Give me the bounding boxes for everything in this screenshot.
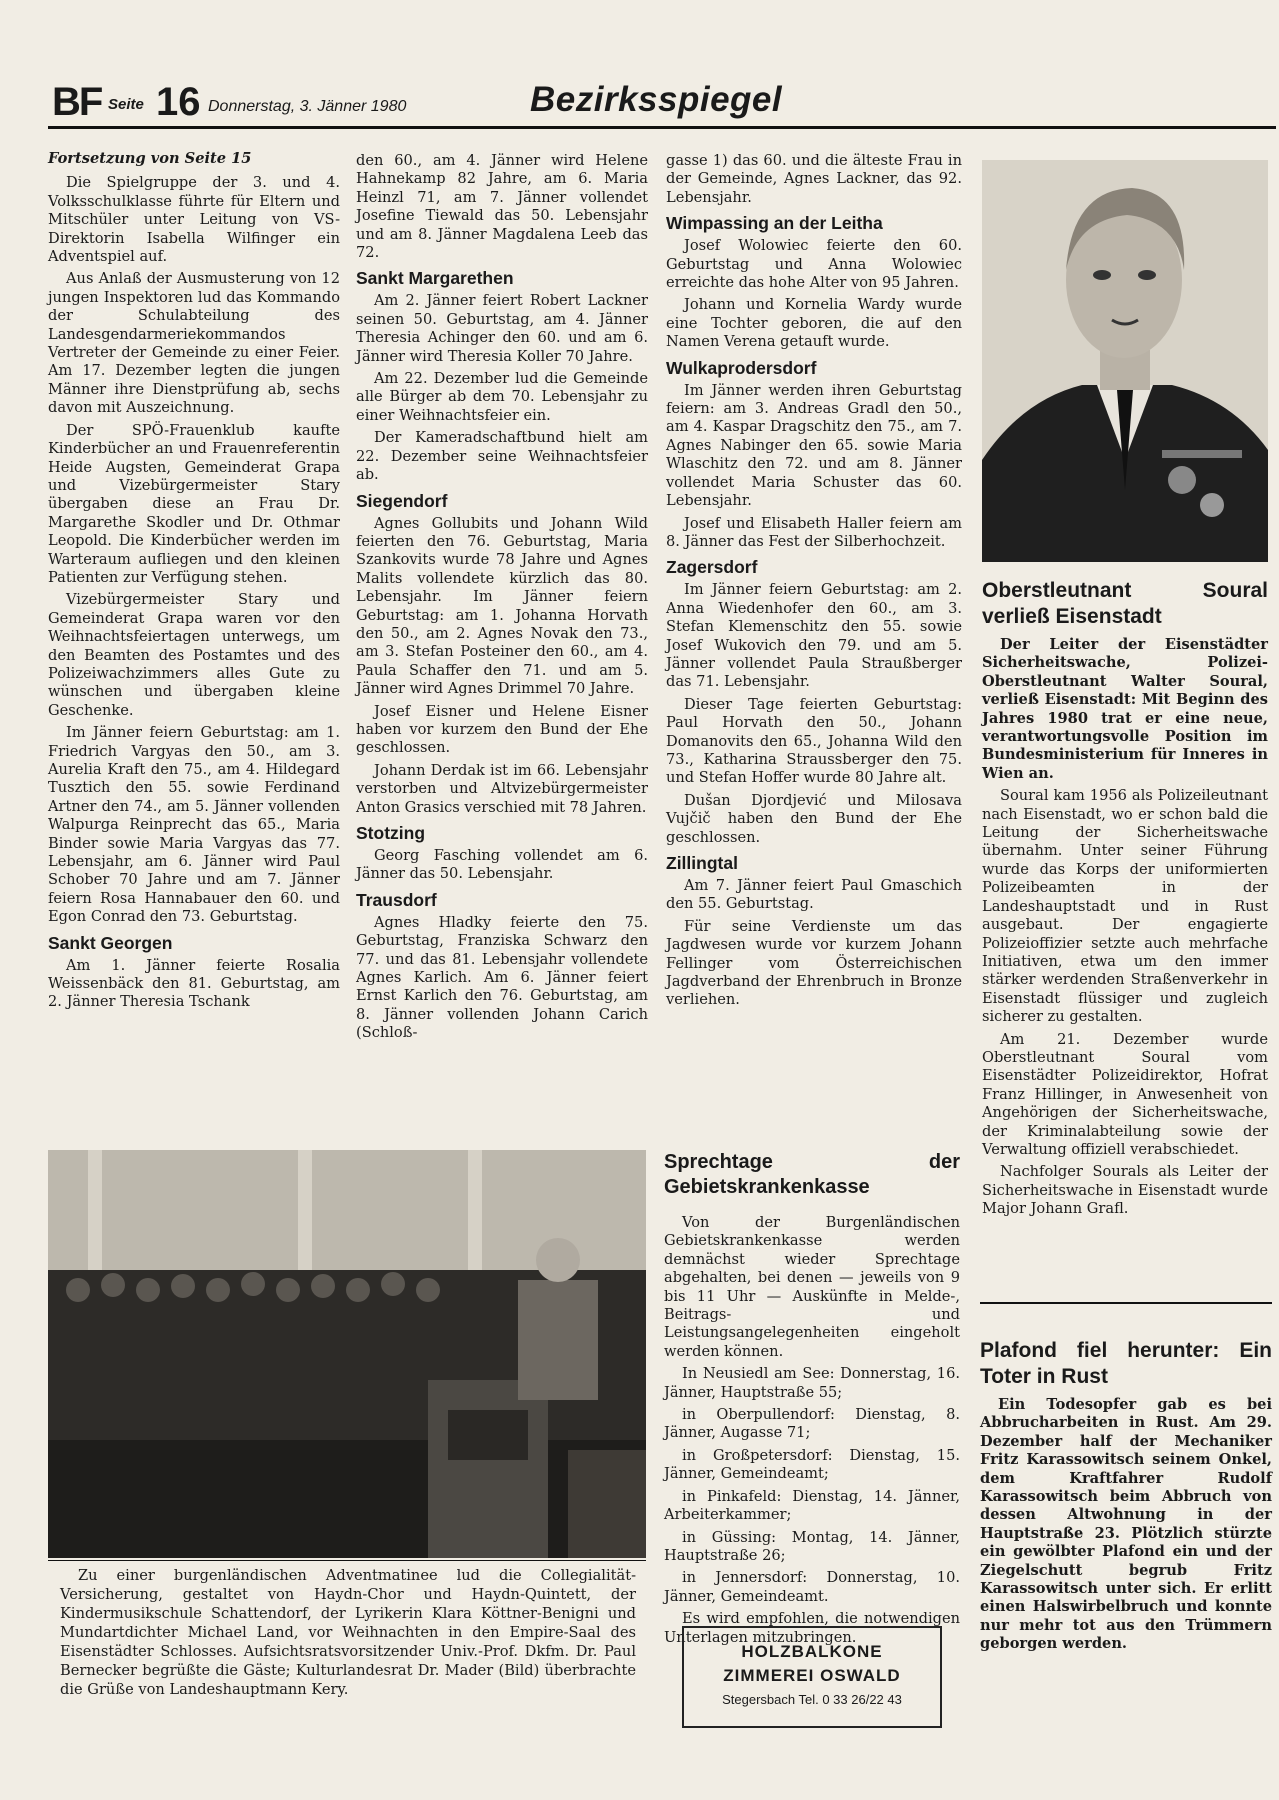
plafond-article: [980, 1338, 1272, 1658]
paragraph: Im Jänner werden ihren Geburtstag feiern: am 3. Andreas Gradl den 50., am 4. Kaspar Dragschitz den 75., am 7. Agnes Nabinger den 65. sowie Maria Wlaschitz den 72. und am 8. Jänner vollendet Maria Schuster das 60. Lebensjahr.: [666, 381, 962, 510]
column-1: [48, 150, 340, 1016]
article-headline: Oberstleutnant Soural verließ Eisenstadt: [982, 579, 1268, 628]
subheading: Wimpassing an der Leitha: [666, 213, 883, 234]
column-2: [356, 152, 648, 1047]
paragraph: Am 22. Dezember lud die Gemeinde alle Bürger ab dem 70. Lebensjahr zu einer Weihnachtsfeier ein.: [356, 370, 648, 424]
paragraph: Für seine Verdienste um das Jagdwesen wurde vor kurzem Johann Fellinger vom Österreichischen Jagdverband der Ehrenbruch in Bronze verliehen.: [666, 917, 962, 1009]
subheading: Zagersdorf: [666, 557, 758, 578]
ad-line-1: HOLZBALKONE: [741, 1642, 883, 1661]
paragraph: Josef und Elisabeth Haller feiern am 8. Jänner das Fest der Silberhochzeit.: [666, 514, 962, 550]
paragraph: Josef Eisner und Helene Eisner haben vor kurzem den Bund der Ehe geschlossen.: [356, 702, 648, 757]
subheading: Stotzing: [356, 823, 426, 843]
advertisement: [682, 1626, 942, 1728]
paragraph: Johann und Kornelia Wardy wurde eine Tochter geboren, die auf den Namen Verena getauft wurde.: [666, 296, 962, 351]
subheading: Wulkaprodersdorf: [666, 357, 817, 378]
paragraph: Im Jänner feiern Geburtstag: am 2. Anna Wiedenhofer den 60., am 3. Stefan Klemenschitz den 55. sowie Josef Wukovich den 79. und am 5. Jänner vollendet Paula Straußberger das 71. Lebensjahr.: [666, 581, 962, 691]
paragraph: in Jennersdorf: Donnerstag, 10. Jänner, Gemeindeamt.: [664, 1569, 960, 1605]
paragraph: Der Kameradschaftbund hielt am 22. Dezember seine Weihnachtsfeier ab.: [356, 429, 648, 484]
paragraph: Dušan Djordjević und Milosava Vujčič haben den Bund der Ehe geschlossen.: [666, 791, 962, 846]
paragraph: in Pinkafeld: Dienstag, 14. Jänner, Arbeiterkammer;: [664, 1487, 960, 1524]
caption-text: Zu einer burgenländischen Adventmatinee lud die Collegialität-Versicherung, gestaltet von Haydn-Chor und Haydn-Quintett, der Kindermusikschule Schattendorf, der Lyrikerin Klara Köttner-Benigni und Mundartdichter Michael Land, vor Weihnachten in den Empire-Saal des Eisenstädter Schlosses. Aufsichtsratsvorsitzender Univ.-Prof. Dkfm. Dr. Paul Bernecker begrüßte die Gäste; Kulturlandesrat Dr. Mader (Bild) überbrachte die Grüße von Landeshauptmann Kery.: [60, 1567, 636, 1698]
paragraph: Die Spielgruppe der 3. und 4. Volksschulklasse führte für Eltern und Mitschüler unter Leitung von VS-Direktorin Isabella Wilfinger ein Adventspiel auf.: [48, 174, 340, 266]
ad-line-3: Stegersbach Tel. 0 33 26/22 43: [722, 1692, 902, 1707]
paragraph: Am 21. Dezember wurde Oberstleutnant Soural vom Eisenstädter Polizeidirektor, Hofrat Franz Hillinger, in Anwesenheit von Angehörigen der Sicherheitswache, der Kriminalabteilung sowie der Verwaltung offiziell verabschiedet.: [982, 1030, 1268, 1158]
subheading: Siegendorf: [356, 490, 448, 511]
paragraph: den 60., am 4. Jänner wird Helene Hahnekamp 82 Jahre, am 6. Maria Heinzl 71, am 7. Jänner vollendet Josefine Tiewald das 50. Lebensjahr und am 8. Jänner Magdalena Leeb das 72.: [356, 152, 648, 262]
paragraph: Agnes Hladky feierte den 75. Geburtstag, Franziska Schwarz den 77. und das 81. Lebensjahr vollendete Agnes Karlich. Am 6. Jänner feiert Ernst Karlich den 76. Geburtstag, am 8. Jänner vollenden Johann Carich (Schloß-: [356, 913, 648, 1042]
subheading: Sankt Margarethen: [356, 268, 514, 289]
paragraph: in Güssing: Montag, 14. Jänner, Hauptstraße 26;: [664, 1528, 960, 1564]
masthead-logo: BF: [52, 80, 102, 124]
article-headline: Plafond fiel herunter: Ein Toter in Rust: [980, 1339, 1272, 1388]
paragraph: Im Jänner feiern Geburtstag: am 1. Friedrich Vargyas den 50., am 3. Aurelia Kraft den 75., am 4. Hildegard Tusztich den 55. sowie Ferdinand Artner den 74., am 5. Jänner vollenden Walpurga Reinprecht das 65., Maria Binder sowie Maria Vargyas das 77. Lebensjahr, am 6. Jänner wird Paul Schober 70 Jahre und am 7. Jänner feiern Rosa Hannabauer den 60. und Egon Conrad den 73. Geburtstag.: [48, 724, 340, 926]
portrait-illustration: [982, 160, 1268, 562]
subheading: Zillingtal: [666, 853, 738, 873]
page-label: Seite: [108, 96, 144, 113]
paragraph: Johann Derdak ist im 66. Lebensjahr verstorben und Altvizebürgermeister Anton Grasics verschied mit 78 Jahren.: [356, 761, 648, 816]
article-headline: Sprechtage der Gebietskrankenkasse: [664, 1151, 960, 1198]
paragraph: Am 2. Jänner feiert Robert Lackner seinen 50. Geburtstag, am 4. Jänner Theresia Achinger den 60. und am 6. Jänner wird Theresia Koller 70 Jahre.: [356, 292, 648, 365]
paragraph: Georg Fasching vollendet am 6. Jänner das 50. Lebensjahr.: [356, 847, 648, 883]
soural-article: [982, 578, 1268, 1223]
paragraph: gasse 1) das 60. und die älteste Frau in der Gemeinde, Agnes Lackner, das 92. Lebensjahr.: [666, 152, 962, 206]
caption-box-border: [48, 1560, 646, 1561]
paragraph: Josef Wolowiec feierte den 60. Geburtstag und Anna Wolowiec erreichte das hohe Alter von 95 Jahren.: [666, 237, 962, 292]
continued-note: Fortsetzung von Seite 15: [48, 150, 252, 167]
paragraph: Aus Anlaß der Ausmusterung von 12 jungen Inspektoren lud das Kommando der Schulabteilung des Landesgendarmeriekommandos Vertreter der Gemeinde zu einer Feier. Am 17. Dezember legten die jungen Männer ihre Dienstprüfung ab, sechs davon mit Auszeichnung.: [48, 270, 340, 417]
paragraph: Dieser Tage feierten Geburtstag: Paul Horvath den 50., Johann Domanovits den 65., Johanna Wild den 73., Katharina Straussberger den 75. und Stefan Hoffer wurde 80 Jahre alt.: [666, 695, 962, 787]
paragraph: Nachfolger Sourals als Leiter der Sicherheitswache in Eisenstadt wurde Major Johann Grafl.: [982, 1163, 1268, 1218]
paragraph: Agnes Gollubits und Johann Wild feierten den 76. Geburtstag, Maria Szankovits wurde 78 Jahre und Agnes Malits vollendete kürzlich das 80. Lebensjahr. Im Jänner feiern Geburtstag: am 1. Johanna Horvath den 50., am 2. Agnes Novak den 73., am 3. Stefan Posteiner den 60., am 4. Paula Schaffer den 71. und am 5. Jänner wird Agnes Drimmel 70 Jahre.: [356, 514, 648, 698]
subheading: Trausdorf: [356, 889, 437, 910]
paragraph: Am 1. Jänner feierte Rosalia Weissenbäck den 81. Geburtstag, am 2. Jänner Theresia Tschank: [48, 956, 340, 1011]
subheading: Sankt Georgen: [48, 932, 173, 953]
paragraph: Vizebürgermeister Stary und Gemeinderat Grapa waren vor den Weihnachtsfeiertagen unterwegs, um den Beamten des Postamtes und des Polizeiwachzimmers alles Gute zu wünschen und übergaben kleine Geschenke.: [48, 591, 340, 719]
paragraph: In Neusiedl am See: Donnerstag, 16. Jänner, Hauptstraße 55;: [664, 1365, 960, 1401]
page-number: 16: [156, 80, 201, 124]
article-body: Ein Todesopfer gab es bei Abbrucharbeiten in Rust. Am 29. Dezember half der Mechaniker Fritz Karassowitsch seinem Onkel, dem Kraftfahrer Rudolf Karassowitsch beim Abbruch von dessen Altwohnung in der Hauptstraße 23. Plötzlich stürzte ein gewölbter Plafond ein und der Ziegelschutt begrub Fritz Karassowitsch unter sich. Er erlitt einen Halswirbelbruch und konnte nur mehr tot aus den Trümmern geborgen werden.: [980, 1396, 1272, 1653]
header-rule: [48, 126, 1276, 129]
paragraph: Der SPÖ-Frauenklub kaufte Kinderbücher an und Frauenreferentin Heide Augsten, Gemeinderat Grapa und Vizebürgermeister Stary übergaben diese an Frau Dr. Margarethe Skodler und Dr. Othmar Leopold. Die Kinderbücher werden im Warteraum aufliegen und den kleinen Patienten zur Verfügung stehen.: [48, 421, 340, 586]
article-divider: [980, 1302, 1272, 1304]
column-3: [666, 152, 962, 1014]
section-title: Bezirksspiegel: [530, 80, 783, 119]
paragraph: Es wird empfohlen, die notwendigen Unterlagen mitzubringen.: [664, 1610, 960, 1646]
paragraph: in Oberpullendorf: Dienstag, 8. Jänner, Augasse 71;: [664, 1406, 960, 1442]
paragraph: Am 7. Jänner feiert Paul Gmaschich den 55. Geburtstag.: [666, 877, 962, 913]
article-lead: Der Leiter der Eisenstädter Sicherheitswache, Polizei-Oberstleutnant Walter Soural, verließ Eisenstadt: Mit Beginn des Jahres 1980 trat er eine neue, verantwortungsvolle Position im Bundesministerium für Inneres in Wien an.: [982, 636, 1268, 782]
paragraph: Von der Burgenländischen Gebietskrankenkasse werden demnächst wieder Sprechtage abgehalten, bei denen — jeweils von 9 bis 11 Uhr — Auskünfte in Melde-, Beitrags- und Leistungsangelegenheiten eingeholt werden können.: [664, 1214, 960, 1360]
issue-date: Donnerstag, 3. Jänner 1980: [208, 98, 407, 115]
portrait-photo: [982, 160, 1268, 562]
paragraph: in Großpetersdorf: Dienstag, 15. Jänner, Gemeindeamt;: [664, 1446, 960, 1483]
event-photo: [48, 1150, 646, 1558]
paragraph: Soural kam 1956 als Polizeileutnant nach Eisenstadt, wo er schon bald die Leitung der Sicherheitswache übernahm. Unter seiner Führung wurde das Korps der uniformierten Polizeibeamten in der Landeshauptstadt und in Rust ausgebaut. Der engagierte Polizeioffizier setzte auch mehrfache Initiativen, etwa um den immer stärker werdenden Straßenverkehr in Eisenstadt flüssiger und zugleich sicherer zu gestalten.: [982, 787, 1268, 1026]
event-illustration: [48, 1150, 646, 1558]
ad-line-2: ZIMMEREI OSWALD: [723, 1666, 901, 1685]
photo-caption: [60, 1566, 636, 1699]
sprechtage-article: [664, 1150, 960, 1651]
